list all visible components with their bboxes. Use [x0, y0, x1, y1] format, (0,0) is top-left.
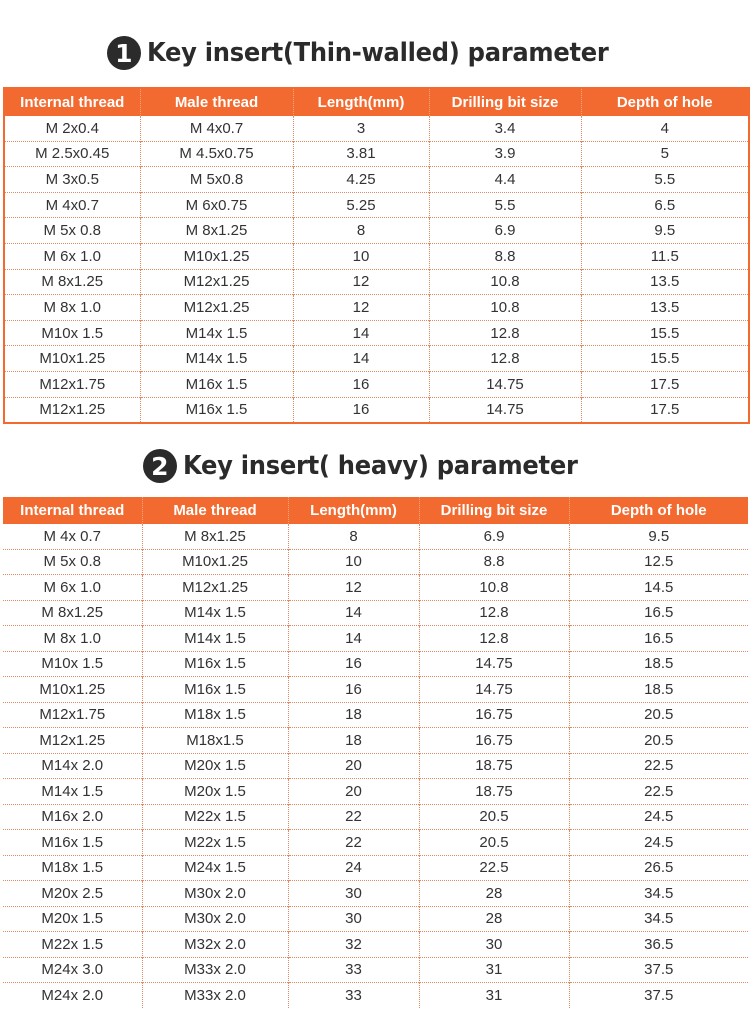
cell-male-thread: M 8x1.25 [142, 524, 288, 549]
cell-male-thread: M33x 2.0 [142, 983, 288, 1008]
table-header-row [3, 497, 748, 524]
cell-male-thread: M 4.5x0.75 [140, 141, 293, 167]
cell-drilling-bit-size: 4.4 [429, 167, 581, 193]
cell-drilling-bit-size: 28 [419, 906, 569, 932]
cell-length: 8 [288, 524, 419, 549]
cell-male-thread: M12x1.25 [142, 575, 288, 601]
cell-male-thread: M12x1.25 [140, 295, 293, 321]
heavy-parameter-table [3, 497, 748, 1008]
cell-drilling-bit-size: 18.75 [419, 779, 569, 805]
cell-depth-of-hole: 15.5 [581, 346, 749, 372]
cell-male-thread: M12x1.25 [140, 269, 293, 295]
table-row [3, 626, 748, 652]
table-row [4, 243, 749, 269]
cell-male-thread: M 4x0.7 [140, 116, 293, 141]
number-2-badge-icon: 2 [143, 449, 177, 483]
cell-depth-of-hole: 22.5 [569, 779, 748, 805]
table-row [3, 804, 748, 830]
cell-male-thread: M14x 1.5 [142, 626, 288, 652]
cell-length: 24 [288, 855, 419, 881]
cell-length: 10 [288, 549, 419, 575]
cell-male-thread: M16x 1.5 [142, 677, 288, 703]
cell-male-thread: M24x 1.5 [142, 855, 288, 881]
cell-internal-thread: M10x1.25 [4, 346, 140, 372]
cell-length: 14 [293, 320, 429, 346]
cell-drilling-bit-size: 12.8 [419, 600, 569, 626]
cell-internal-thread: M18x 1.5 [3, 855, 142, 881]
cell-drilling-bit-size: 31 [419, 957, 569, 983]
cell-male-thread: M14x 1.5 [140, 320, 293, 346]
cell-depth-of-hole: 26.5 [569, 855, 748, 881]
table-row [3, 779, 748, 805]
cell-depth-of-hole: 17.5 [581, 397, 749, 423]
table-row [3, 524, 748, 549]
table-row [3, 753, 748, 779]
number-1-badge-icon: 1 [107, 36, 141, 70]
table-row [4, 218, 749, 244]
cell-length: 32 [288, 932, 419, 958]
header-depth-of-hole: Depth of hole [569, 497, 748, 524]
cell-depth-of-hole: 13.5 [581, 295, 749, 321]
cell-internal-thread: M 8x1.25 [3, 600, 142, 626]
cell-depth-of-hole: 24.5 [569, 804, 748, 830]
cell-internal-thread: M10x 1.5 [4, 320, 140, 346]
cell-male-thread: M18x1.5 [142, 728, 288, 754]
cell-male-thread: M30x 2.0 [142, 881, 288, 907]
cell-internal-thread: M 5x 0.8 [3, 549, 142, 575]
table-row [4, 116, 749, 141]
cell-length: 14 [288, 600, 419, 626]
cell-drilling-bit-size: 12.8 [429, 346, 581, 372]
cell-depth-of-hole: 5 [581, 141, 749, 167]
cell-internal-thread: M12x1.25 [3, 728, 142, 754]
thin-walled-parameter-table [3, 87, 750, 424]
cell-depth-of-hole: 22.5 [569, 753, 748, 779]
cell-drilling-bit-size: 10.8 [419, 575, 569, 601]
cell-depth-of-hole: 34.5 [569, 881, 748, 907]
cell-length: 16 [293, 397, 429, 423]
cell-internal-thread: M 3x0.5 [4, 167, 140, 193]
cell-length: 33 [288, 957, 419, 983]
cell-length: 16 [288, 677, 419, 703]
cell-internal-thread: M12x1.75 [4, 371, 140, 397]
table-row [4, 141, 749, 167]
cell-internal-thread: M10x 1.5 [3, 651, 142, 677]
table-row [3, 957, 748, 983]
cell-depth-of-hole: 16.5 [569, 600, 748, 626]
cell-drilling-bit-size: 18.75 [419, 753, 569, 779]
cell-depth-of-hole: 37.5 [569, 983, 748, 1008]
cell-internal-thread: M 5x 0.8 [4, 218, 140, 244]
cell-male-thread: M10x1.25 [142, 549, 288, 575]
cell-internal-thread: M14x 2.0 [3, 753, 142, 779]
cell-depth-of-hole: 34.5 [569, 906, 748, 932]
cell-drilling-bit-size: 3.4 [429, 116, 581, 141]
cell-drilling-bit-size: 14.75 [419, 677, 569, 703]
cell-length: 30 [288, 906, 419, 932]
cell-male-thread: M10x1.25 [140, 243, 293, 269]
cell-depth-of-hole: 37.5 [569, 957, 748, 983]
table-row [3, 549, 748, 575]
cell-depth-of-hole: 4 [581, 116, 749, 141]
header-depth-of-hole: Depth of hole [581, 88, 749, 116]
cell-male-thread: M30x 2.0 [142, 906, 288, 932]
cell-drilling-bit-size: 31 [419, 983, 569, 1008]
cell-male-thread: M14x 1.5 [140, 346, 293, 372]
table-row [3, 983, 748, 1008]
cell-length: 3 [293, 116, 429, 141]
cell-length: 4.25 [293, 167, 429, 193]
cell-depth-of-hole: 16.5 [569, 626, 748, 652]
header-male-thread: Male thread [142, 497, 288, 524]
cell-internal-thread: M 4x0.7 [4, 192, 140, 218]
section-1-title [0, 33, 750, 73]
cell-internal-thread: M10x1.25 [3, 677, 142, 703]
cell-internal-thread: M 6x 1.0 [4, 243, 140, 269]
cell-internal-thread: M24x 3.0 [3, 957, 142, 983]
cell-drilling-bit-size: 6.9 [429, 218, 581, 244]
table-row [3, 906, 748, 932]
cell-depth-of-hole: 9.5 [569, 524, 748, 549]
cell-internal-thread: M22x 1.5 [3, 932, 142, 958]
cell-internal-thread: M14x 1.5 [3, 779, 142, 805]
cell-male-thread: M 8x1.25 [140, 218, 293, 244]
cell-drilling-bit-size: 8.8 [429, 243, 581, 269]
cell-length: 5.25 [293, 192, 429, 218]
cell-length: 14 [293, 346, 429, 372]
cell-length: 3.81 [293, 141, 429, 167]
cell-depth-of-hole: 24.5 [569, 830, 748, 856]
cell-length: 20 [288, 753, 419, 779]
section-2-heading: Key insert( heavy) parameter [182, 451, 578, 481]
cell-male-thread: M16x 1.5 [140, 397, 293, 423]
table-row [3, 855, 748, 881]
cell-length: 16 [288, 651, 419, 677]
cell-male-thread: M22x 1.5 [142, 804, 288, 830]
cell-male-thread: M22x 1.5 [142, 830, 288, 856]
cell-depth-of-hole: 17.5 [581, 371, 749, 397]
cell-male-thread: M32x 2.0 [142, 932, 288, 958]
cell-depth-of-hole: 6.5 [581, 192, 749, 218]
cell-length: 10 [293, 243, 429, 269]
cell-depth-of-hole: 18.5 [569, 677, 748, 703]
cell-drilling-bit-size: 20.5 [419, 830, 569, 856]
cell-length: 12 [293, 269, 429, 295]
table-row [4, 346, 749, 372]
cell-internal-thread: M12x1.75 [3, 702, 142, 728]
cell-internal-thread: M 2.5x0.45 [4, 141, 140, 167]
cell-drilling-bit-size: 16.75 [419, 728, 569, 754]
cell-depth-of-hole: 13.5 [581, 269, 749, 295]
cell-internal-thread: M 8x 1.0 [4, 295, 140, 321]
table-row [3, 932, 748, 958]
cell-internal-thread: M24x 2.0 [3, 983, 142, 1008]
cell-depth-of-hole: 20.5 [569, 702, 748, 728]
cell-depth-of-hole: 15.5 [581, 320, 749, 346]
cell-drilling-bit-size: 14.75 [429, 371, 581, 397]
cell-length: 20 [288, 779, 419, 805]
cell-depth-of-hole: 18.5 [569, 651, 748, 677]
cell-internal-thread: M16x 1.5 [3, 830, 142, 856]
cell-depth-of-hole: 11.5 [581, 243, 749, 269]
table-row [4, 320, 749, 346]
cell-drilling-bit-size: 14.75 [419, 651, 569, 677]
cell-internal-thread: M 8x 1.0 [3, 626, 142, 652]
table-row [3, 881, 748, 907]
cell-drilling-bit-size: 12.8 [419, 626, 569, 652]
table-row [3, 702, 748, 728]
header-internal-thread: Internal thread [3, 497, 142, 524]
cell-male-thread: M20x 1.5 [142, 779, 288, 805]
cell-depth-of-hole: 9.5 [581, 218, 749, 244]
cell-internal-thread: M 8x1.25 [4, 269, 140, 295]
cell-internal-thread: M12x1.25 [4, 397, 140, 423]
table-row [4, 371, 749, 397]
cell-length: 12 [293, 295, 429, 321]
cell-drilling-bit-size: 14.75 [429, 397, 581, 423]
cell-male-thread: M16x 1.5 [142, 651, 288, 677]
cell-internal-thread: M16x 2.0 [3, 804, 142, 830]
cell-male-thread: M20x 1.5 [142, 753, 288, 779]
cell-depth-of-hole: 20.5 [569, 728, 748, 754]
cell-drilling-bit-size: 3.9 [429, 141, 581, 167]
cell-length: 12 [288, 575, 419, 601]
table-row [4, 269, 749, 295]
cell-depth-of-hole: 36.5 [569, 932, 748, 958]
cell-depth-of-hole: 5.5 [581, 167, 749, 193]
cell-drilling-bit-size: 22.5 [419, 855, 569, 881]
cell-internal-thread: M20x 1.5 [3, 906, 142, 932]
header-drilling-bit-size: Drilling bit size [419, 497, 569, 524]
header-internal-thread: Internal thread [4, 88, 140, 116]
cell-length: 8 [293, 218, 429, 244]
table-row [3, 600, 748, 626]
table-row [4, 192, 749, 218]
cell-drilling-bit-size: 30 [419, 932, 569, 958]
cell-drilling-bit-size: 28 [419, 881, 569, 907]
cell-drilling-bit-size: 12.8 [429, 320, 581, 346]
table-row [4, 167, 749, 193]
section-1-heading: Key insert(Thin-walled) parameter [146, 38, 609, 68]
cell-drilling-bit-size: 16.75 [419, 702, 569, 728]
cell-length: 18 [288, 702, 419, 728]
cell-length: 30 [288, 881, 419, 907]
table-header-row [4, 88, 749, 116]
cell-length: 14 [288, 626, 419, 652]
table-row [4, 397, 749, 423]
cell-internal-thread: M 6x 1.0 [3, 575, 142, 601]
table-row [3, 728, 748, 754]
cell-depth-of-hole: 14.5 [569, 575, 748, 601]
table-row [3, 575, 748, 601]
cell-male-thread: M16x 1.5 [140, 371, 293, 397]
cell-internal-thread: M 2x0.4 [45, 119, 99, 137]
cell-drilling-bit-size: 10.8 [429, 295, 581, 321]
cell-drilling-bit-size: 10.8 [429, 269, 581, 295]
cell-male-thread: M18x 1.5 [142, 702, 288, 728]
cell-length: 22 [288, 830, 419, 856]
table-row [4, 295, 749, 321]
header-length: Length(mm) [288, 497, 419, 524]
cell-male-thread: M 6x0.75 [140, 192, 293, 218]
cell-length: 22 [288, 804, 419, 830]
cell-male-thread: M14x 1.5 [142, 600, 288, 626]
cell-depth-of-hole: 12.5 [569, 549, 748, 575]
cell-drilling-bit-size: 8.8 [419, 549, 569, 575]
header-male-thread: Male thread [140, 88, 293, 116]
cell-length: 18 [288, 728, 419, 754]
header-drilling-bit-size: Drilling bit size [429, 88, 581, 116]
cell-drilling-bit-size: 6.9 [419, 524, 569, 549]
cell-male-thread: M 5x0.8 [140, 167, 293, 193]
cell-drilling-bit-size: 5.5 [429, 192, 581, 218]
table-row [3, 677, 748, 703]
cell-internal-thread: M 4x 0.7 [43, 527, 102, 545]
table-row [3, 830, 748, 856]
cell-internal-thread: M20x 2.5 [3, 881, 142, 907]
cell-length: 16 [293, 371, 429, 397]
cell-male-thread: M33x 2.0 [142, 957, 288, 983]
table-row [3, 651, 748, 677]
cell-length: 33 [288, 983, 419, 1008]
header-length: Length(mm) [293, 88, 429, 116]
cell-drilling-bit-size: 20.5 [419, 804, 569, 830]
section-2-title [0, 446, 750, 486]
